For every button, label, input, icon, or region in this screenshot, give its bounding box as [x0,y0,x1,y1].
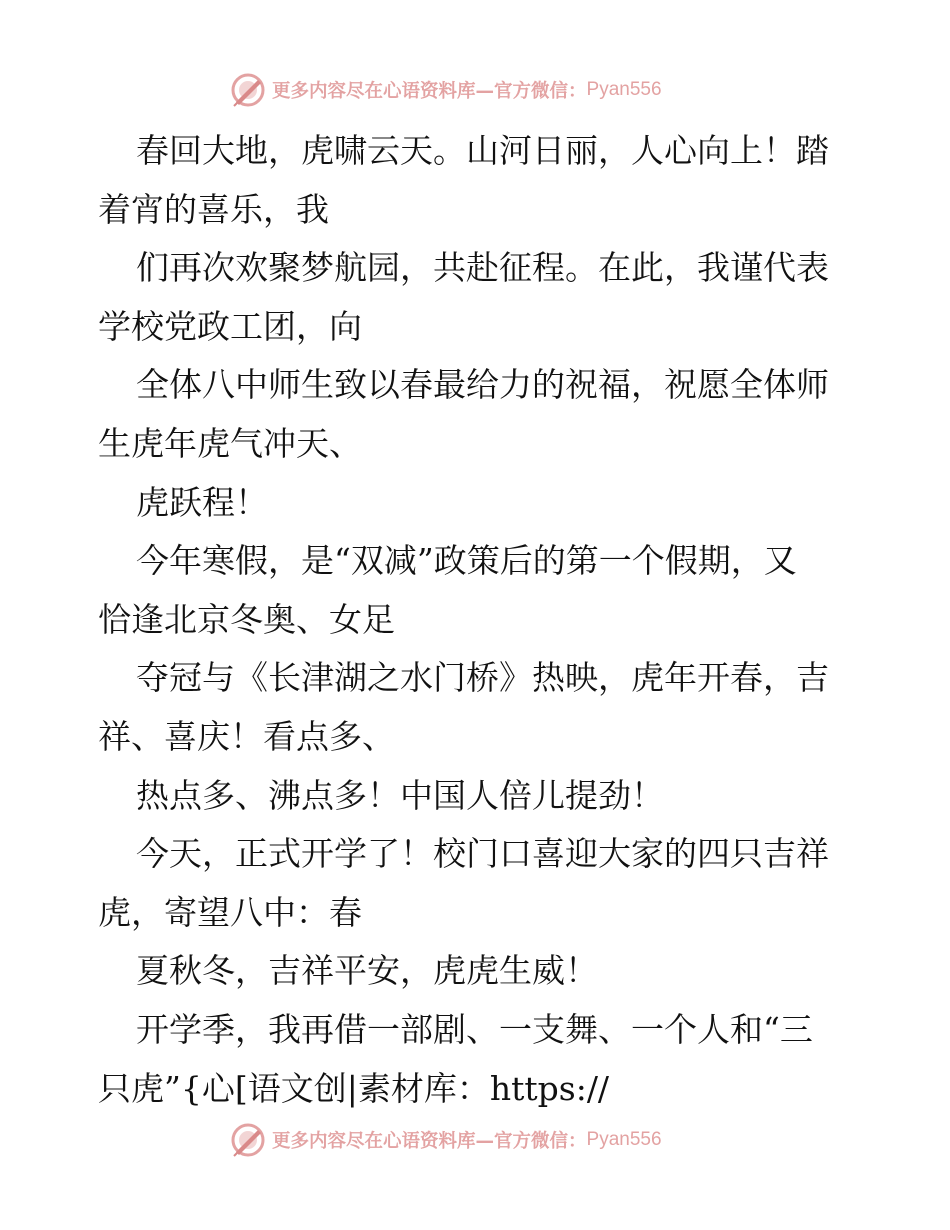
wechat-pen-logo-icon [230,72,266,108]
text-line: 今天，正式开学了！校门口喜迎大家的四只吉祥 [136,834,829,874]
text-line: 们再次欢聚梦航园，共赴征程。在此，我谨代表 [136,248,829,288]
watermark-text: 更多内容尽在心语资料库—官方微信： [272,81,587,102]
text-line: 虎，寄望八中：春 [98,892,362,932]
text-line: 生虎年虎气冲天、 [98,423,362,463]
text-line: 今年寒假，是“双减”政策后的第一个假期，又 [136,541,797,581]
header-watermark [230,72,710,108]
wechat-pen-logo-icon [230,1122,266,1158]
text-line: 夺冠与《长津湖之水门桥》热映，虎年开春，吉 [136,658,829,698]
text-line: 虎跃程！ [136,482,268,522]
text-line: 恰逢北京冬奥、女足 [98,599,395,639]
document-body [98,122,858,1118]
watermark-handle: Pyan556 [586,79,662,100]
text-line: 着宵的喜乐，我 [98,189,329,229]
text-line: 夏秋冬，吉祥平安，虎虎生威！ [136,951,598,991]
text-line: 热点多、沸点多！中国人倍儿提劲！ [136,775,664,815]
text-line: 学校党政工团，向 [98,306,362,346]
text-line: 全体八中师生致以春最给力的祝福，祝愿全体师 [136,365,829,405]
text-line: 春回大地，虎啸云天。山河日丽，人心向上！踏 [136,131,829,170]
text-line: 祥、喜庆！看点多、 [98,716,395,756]
footer-watermark [230,1122,710,1158]
watermark-handle: Pyan556 [586,1129,662,1150]
watermark-text: 更多内容尽在心语资料库—官方微信： [272,1131,587,1152]
text-line: 只虎”{心[语文创|素材库：https:// [98,1068,610,1108]
text-line: 开学季，我再借一部剧、一支舞、一个人和“三 [136,1009,813,1049]
